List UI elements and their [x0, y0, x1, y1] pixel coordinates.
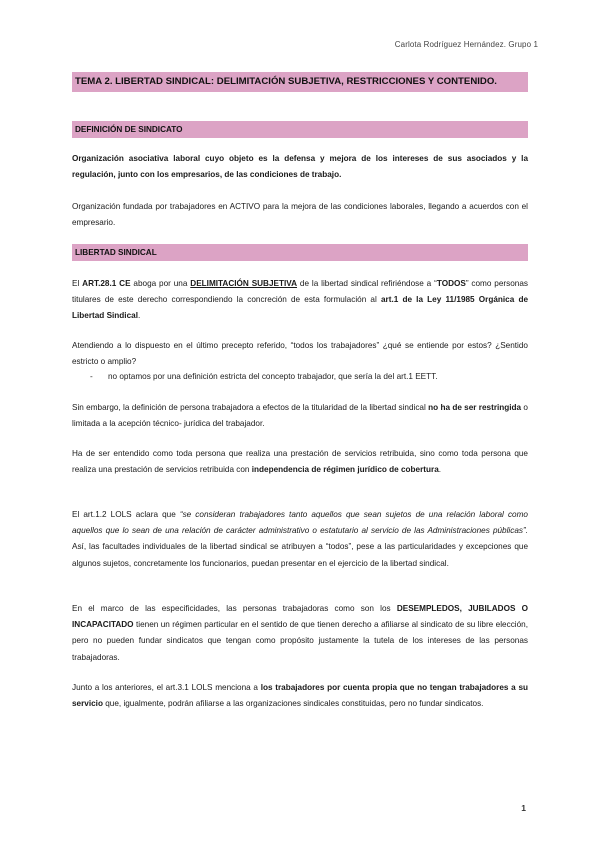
- dash-bullet: -: [90, 372, 93, 381]
- page-title: TEMA 2. LIBERTAD SINDICAL: DELIMITACIÓN SUBJETIVA, RESTRICCIONES Y CONTENIDO.: [72, 72, 528, 92]
- text-run: El: [72, 279, 83, 288]
- text-run: tienen un régimen particular en el sentido de que tienen derecho a afiliarse al sindicato de su libre elección, pero no pueden fundar sindicatos que tengan como propósito justamente la tutela de los intereses de las personas trabajadoras.: [72, 620, 528, 662]
- text-run: .: [438, 465, 442, 475]
- text-run: que, igualmente, podrán afiliarse a las organizaciones sindicales constituidas, pero no fundar sindicatos.: [102, 699, 484, 709]
- text-run: El art.1.2 LOLS aclara que: [72, 510, 180, 519]
- paragraph-libertad-4: [72, 446, 528, 478]
- bold-run: no ha de ser restringida: [428, 403, 522, 412]
- paragraph-definicion-2: Organización fundada por trabajadores en ACTIVO para la mejora de las condiciones laborales, llegando a acuerdos con el empresario.: [72, 202, 528, 228]
- paragraph-libertad-5: [72, 507, 528, 572]
- text-run: .: [137, 311, 141, 321]
- italic-quote: “se consideran trabajadores tanto aquellos que sean sujetos de una relación laboral como aquellos que lo sean de una relación de carácter administrativo o estatutario al servicio de las Administraciones públicas”.: [72, 510, 528, 536]
- text-run: Ha de ser entendido como toda persona que realiza una prestación de servicios retribuida, sino como toda persona que realiza una prestación de servicios retribuida con: [72, 449, 528, 475]
- list-item-text: no optamos por una definición estricta del concepto trabajador, que sería la del art.1 EETT.: [108, 372, 438, 381]
- text-run: ” como personas titulares de este derecho correspondiendo la concreción de esta formulación al: [72, 279, 528, 305]
- definicion-bold-text: Organización asociativa laboral cuyo objeto es la defensa y mejora de los intereses de sus asociados y la regulación, junto con los empresarios, de las condiciones de trabajo.: [72, 154, 528, 180]
- underlined-run: DELIMITACIÓN SUBJETIVA: [190, 279, 298, 288]
- bold-run: art.1 de la Ley 11/1985 Orgánica de Libertad Sindical: [72, 295, 528, 321]
- header-author: Carlota Rodríguez Hernández. Grupo 1: [394, 40, 538, 49]
- text-run: de la libertad sindical refiriéndose a “: [297, 279, 437, 288]
- section-heading-definicion: DEFINICIÓN DE SINDICATO: [72, 121, 528, 138]
- text-run: aboga por una: [130, 279, 191, 288]
- text-run: Así, las facultades individuales de la libertad sindical se atribuyen a “todos”, pese a las particularidades y excepciones que algunos sujetos, concretamente los funcionarios, puedan presentar en el ejercicio de la libertad sindical.: [72, 542, 528, 568]
- paragraph-libertad-2: Atendiendo a lo dispuesto en el último precepto referido, “todos los trabajadores” ¿qué se entiende por estos? ¿Sentido estricto o amplio?: [72, 341, 528, 367]
- bold-run: DESEMPLEDOS, JUBILADOS O INCAPACITADO: [72, 604, 528, 630]
- paragraph-libertad-6: [72, 601, 528, 666]
- paragraph-libertad-7: [72, 680, 528, 712]
- text-run: En el marco de las especificidades, las personas trabajadoras como son los: [72, 604, 397, 613]
- text-run: Junto a los anteriores, el art.3.1 LOLS menciona a: [72, 683, 261, 692]
- bold-run: ART.28.1 CE: [82, 279, 131, 288]
- section-heading-libertad: LIBERTAD SINDICAL: [72, 244, 528, 261]
- paragraph-definicion-1: [72, 151, 528, 183]
- paragraph-libertad-3: [72, 400, 528, 432]
- bold-run: independencia de régimen jurídico de cobertura: [251, 465, 439, 475]
- text-run: o limitada a la acepción técnico- jurídica del trabajador.: [72, 403, 528, 429]
- bold-run: los trabajadores por cuenta propia que no tengan trabajadores a su servicio: [72, 683, 528, 709]
- text-run: Sin embargo, la definición de persona trabajadora a efectos de la titularidad de la libertad sindical: [72, 403, 429, 412]
- paragraph-libertad-1: [72, 276, 528, 325]
- page-number: 1: [521, 803, 526, 813]
- bold-run: TODOS: [436, 279, 466, 288]
